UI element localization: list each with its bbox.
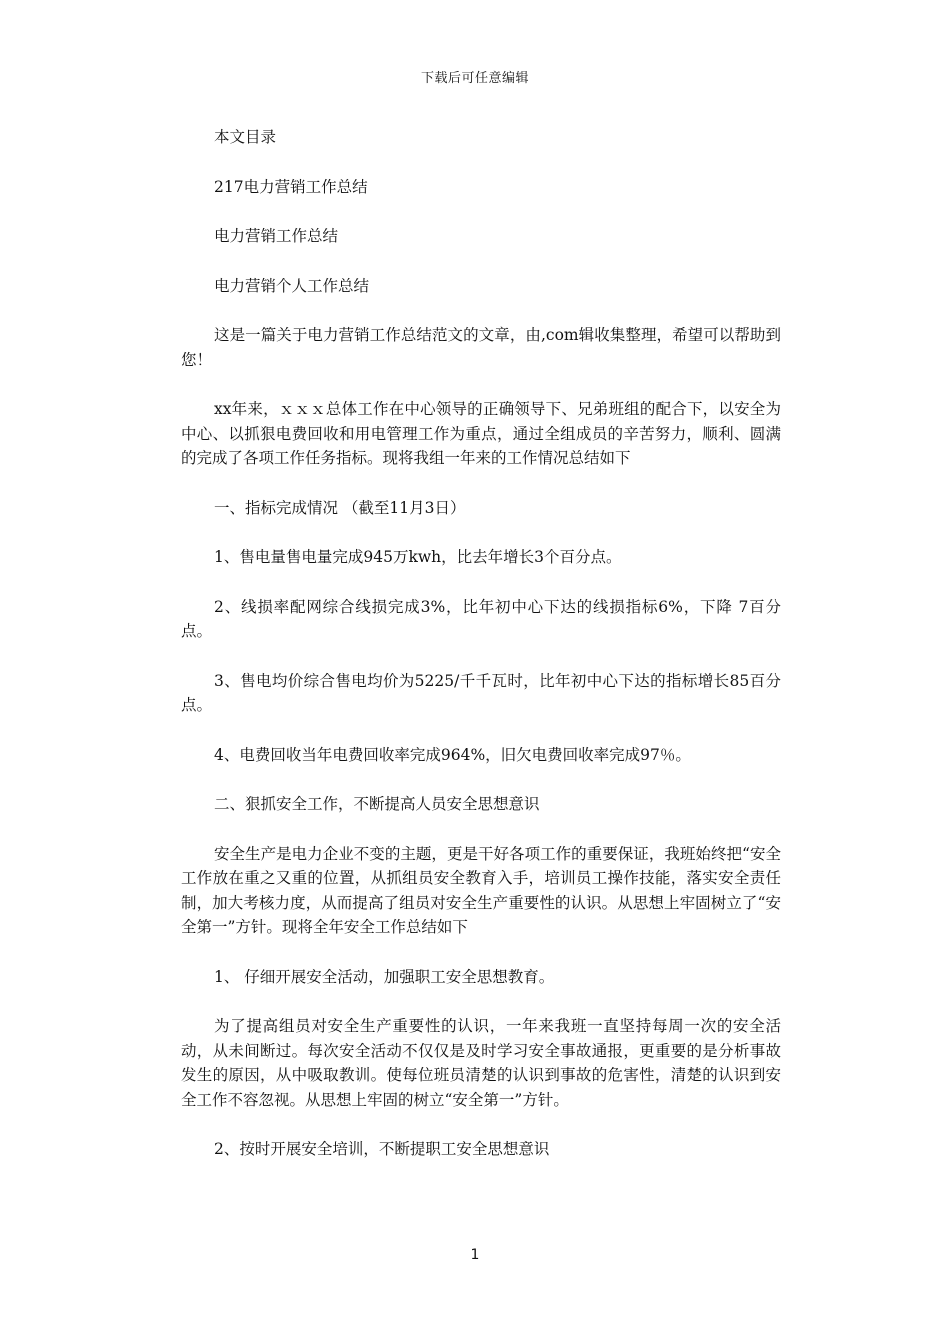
safety-paragraph: 安全生产是电力企业不变的主题，更是干好各项工作的重要保证，我班始终把“安全工作放在重之又重的位置，从抓组员安全教育入手，培训员工操作技能，落实安全责任制，加大考核力度，从而提高了组员对安全生产重要性的认识。从思想上牢固树立了“安全第一”方针。现将全年安全工作总结如下 <box>181 844 781 936</box>
indicator-item-4: 4、电费回收当年电费回收率完成964%，旧欠电费回收率完成97％。 <box>214 745 691 764</box>
safety-activity-paragraph: 为了提高组员对安全生产重要性的认识，一年来我班一直坚持每周一次的安全活动，从未间断过。每次安全活动不仅仅是及时学习安全事故通报，更重要的是分析事故发生的原因，从中吸取教训。使每位班员清楚的认识到事故的危害性，清楚的认识到安全工作不容忽视。从思想上牢固的树立“安全第一”方针。 <box>181 1017 781 1109</box>
safety-item-2: 2、按时开展安全培训，不断提职工安全思想意识 <box>214 1140 550 1158</box>
indicator-item-3: 3、售电均价综合售电均价为5225/千千瓦时，比年初中心下达的指标增长85百分点。 <box>181 671 781 714</box>
safety-item-1: 1、 仔细开展安全活动，加强职工安全思想教育。 <box>214 967 555 986</box>
toc-item-3: 电力营销个人工作总结 <box>214 276 370 295</box>
page-number: 1 <box>470 1247 480 1263</box>
toc-item-2: 电力营销工作总结 <box>214 227 339 245</box>
section-heading-2: 二、狠抓安全工作，不断提高人员安全思想意识 <box>214 795 540 813</box>
document-body <box>181 125 781 1187</box>
section-heading-1: 一、指标完成情况 （截至11月3日） <box>214 498 466 517</box>
toc-item-1: 217电力营销工作总结 <box>214 177 368 196</box>
page-header: 下载后可任意编辑 <box>420 71 529 86</box>
indicator-item-1: 1、售电量售电量完成945万kwh，比去年增长3个百分点。 <box>214 548 622 566</box>
indicator-item-2: 2、线损率配网综合线损完成3%，比年初中心下达的线损指标6%，下降 7百分点。 <box>181 597 781 640</box>
toc-heading: 本文目录 <box>214 128 277 146</box>
intro-paragraph: 这是一篇关于电力营销工作总结范文的文章，由,com辑收集整理，希望可以帮助到您！ <box>181 326 781 369</box>
overview-paragraph: xx年来，ｘｘｘ总体工作在中心领导的正确领导下、兄弟班组的配合下，以安全为中心、以抓狠电费回收和用电管理工作为重点，通过全组成员的辛苦努力，顺利、圆满的完成了各项工作任务指标。现将我组一年来的工作情况总结如下 <box>181 400 781 467</box>
